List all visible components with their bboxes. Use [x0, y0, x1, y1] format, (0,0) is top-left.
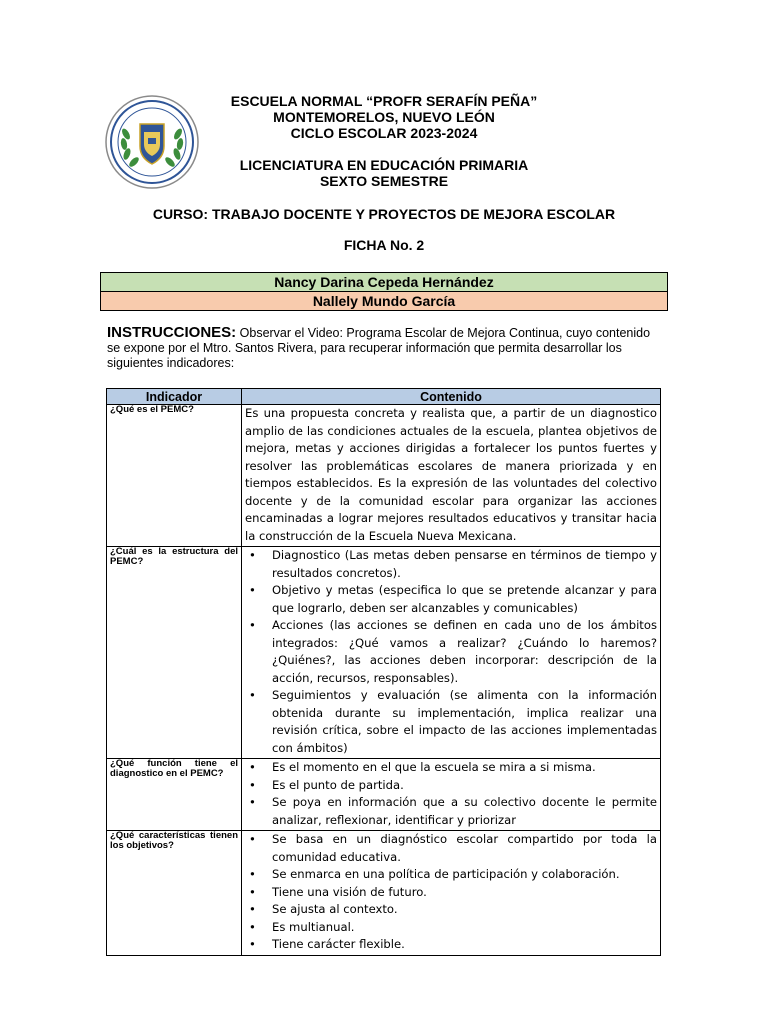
- instructions-text: Observar el Video: Programa Escolar de Mejora Continua, cuyo contenido se expone por el Mtro. Santos Rivera, para recuperar información que permita desarrollar los siguientes indicadores:: [107, 326, 651, 370]
- header-contenido: Contenido: [242, 389, 661, 405]
- list-item: • Se basa en un diagnóstico escolar compartido por toda la comunidad educativa.: [249, 832, 657, 864]
- bullet-list: [245, 759, 657, 829]
- content-cell: [242, 405, 661, 547]
- indicator-cell: ¿Qué función tiene el diagnostico en el PEMC?: [107, 759, 242, 831]
- content-cell: [242, 831, 661, 956]
- course-title: CURSO: TRABAJO DOCENTE Y PROYECTOS DE MEJORA ESCOLAR: [152, 206, 616, 222]
- school-location: MONTEMORELOS, NUEVO LEÓN: [273, 109, 495, 125]
- table-row: [107, 405, 661, 547]
- table-row: [107, 759, 661, 831]
- document-header: [160, 93, 608, 189]
- header-indicador: Indicador: [107, 389, 242, 405]
- student-name-1: Nancy Darina Cepeda Hernández: [101, 273, 668, 292]
- indicators-table: [106, 388, 661, 956]
- bullet-icon: •: [249, 583, 256, 597]
- bullet-icon: •: [249, 777, 256, 792]
- students-table: [100, 272, 668, 311]
- bullet-icon: •: [249, 688, 256, 702]
- bullet-icon: •: [249, 919, 256, 934]
- semester: SEXTO SEMESTRE: [319, 173, 449, 189]
- school-year: CICLO ESCOLAR 2023-2024: [290, 125, 478, 141]
- list-item: • Se poya en información que a su colectivo docente le permite analizar, reflexionar, identificar y priorizar: [249, 795, 657, 827]
- list-item: • Se enmarca en una política de participación y colaboración.: [245, 866, 657, 884]
- ficha-number: FICHA No. 2: [343, 237, 425, 253]
- instructions-label: INSTRUCCIONES:: [107, 324, 237, 341]
- content-cell: [242, 759, 661, 831]
- indicator-cell: ¿Qué características tienen los objetivos?: [107, 831, 242, 956]
- bullet-icon: •: [249, 795, 256, 809]
- student-name-2: Nallely Mundo García: [101, 292, 668, 311]
- bullet-list: [245, 831, 657, 954]
- list-item: • Se ajusta al contexto.: [245, 901, 657, 919]
- content-cell: [242, 547, 661, 759]
- table-row: [107, 831, 661, 956]
- bullet-icon: •: [249, 902, 256, 916]
- bullet-icon: •: [249, 832, 256, 846]
- list-item: • Es el punto de partida.: [245, 777, 657, 795]
- bullet-icon: •: [249, 884, 256, 899]
- bullet-list: [245, 547, 657, 757]
- list-item: • Seguimientos y evaluación (se alimenta con la información obtenida durante su implementación, implica realizar una revisión crítica, sobre el impacto de las acciones implementadas con ámbitos): [249, 688, 657, 755]
- bullet-icon: •: [249, 548, 256, 562]
- list-item: • Acciones (las acciones se definen en cada uno de los ámbitos integrados: ¿Qué vamos a realizar? ¿Cuándo lo haremos? ¿Quiénes?, las acciones deben incorporar: descripción de la acción, recursos, responsables).: [249, 618, 657, 685]
- list-item: • Tiene carácter flexible.: [245, 936, 657, 954]
- bullet-icon: •: [249, 937, 256, 951]
- content-paragraph: Es una propuesta concreta y realista que, a partir de un diagnostico amplio de las condiciones actuales de la escuela, plantea objetivos de mejora, metas y acciones dirigidas a fortalecer los puntos fuertes y resolver las problemáticas escolares de manera priorizada y en tiempos establecidos. Es la expresión de las voluntades del colectivo docente y de la comunidad escolar para organizar las acciones encaminadas a lograr mejores resultados educativos y transitar hacia la construcción de la Escuela Nueva Mexicana.: [245, 406, 657, 543]
- indicator-cell: ¿Cuál es la estructura del PEMC?: [107, 547, 242, 759]
- list-item: • Diagnostico (Las metas deben pensarse en términos de tiempo y resultados concretos).: [249, 548, 657, 580]
- instructions: [107, 325, 661, 371]
- school-name: ESCUELA NORMAL “PROFR SERAFÍN PEÑA”: [230, 93, 538, 109]
- list-item: • Es multianual.: [245, 919, 657, 937]
- table-row: [107, 547, 661, 759]
- indicator-cell: ¿Qué es el PEMC?: [107, 405, 242, 547]
- list-item: • Objetivo y metas (especifica lo que se pretende alcanzar y para que lograrlo, deben ser alcanzables y comunicables): [249, 583, 657, 615]
- table-header-row: [107, 389, 661, 405]
- bullet-icon: •: [249, 867, 256, 881]
- list-item: • Es el momento en el que la escuela se mira a si misma.: [245, 759, 657, 777]
- bullet-icon: •: [249, 618, 256, 632]
- list-item: • Tiene una visión de futuro.: [245, 884, 657, 902]
- degree-program: LICENCIATURA EN EDUCACIÓN PRIMARIA: [239, 157, 529, 173]
- bullet-icon: •: [249, 760, 256, 774]
